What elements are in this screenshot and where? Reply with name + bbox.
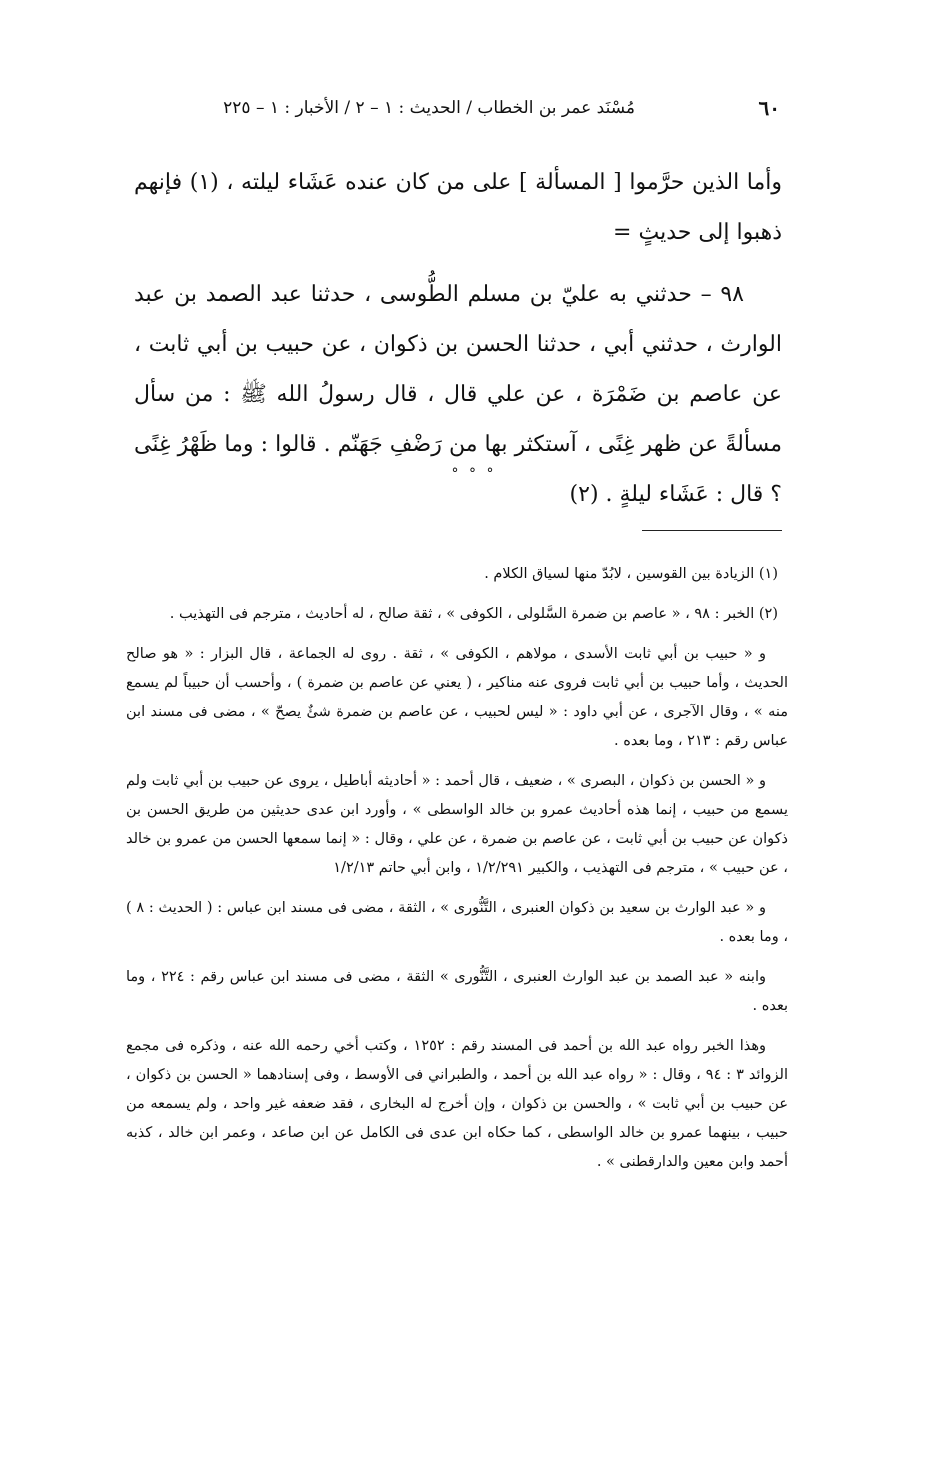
- section-separator: ° ° °: [451, 466, 497, 482]
- header-title: مُسْنَد عمر بن الخطاب / الحديث : ١ – ٢ / الأخبار : ١ – ٢٢٥: [223, 98, 635, 118]
- footnote-2-habib: و « حبيب بن أبي ثابت الأسدى ، مولاهم ، الكوفى » ، ثقة . روى له الجماعة ، قال البزار : « هو صالح الحديث ، وأما حبيب بن أبي ثابت فروى عنه مناكير ، ( يعني عن عاصم بن ضمرة ) ، وأحسب أن حبيباً لم يسمع منه » ، وقال الآجرى ، عن أبي داود : « ليس لحبيب ، عن عاصم بن ضمرة شئٌ يصحّ » ، مضى فى مسند ابن عباس رقم : ٢١٣ ، وما بعده .: [126, 646, 788, 749]
- main-paragraph-intro: وأما الذين حرَّموا [ المسألة ] على من كان عنده عَشَاء ليلته ، (١) فإنهم ذهبوا إلى حديثٍ =: [134, 170, 783, 245]
- footnote-2-abdulwarith: و « عبد الوارث بن سعيد بن ذكوان العنبرى ، التَّنُّورى » ، الثقة ، مضى فى مسند ابن عباس : ( الحديث : ٨ ) ، وما بعده .: [126, 900, 788, 945]
- footnote-2-abdussamad: وابنه « عبد الصمد بن عبد الوارث العنبرى ، التَّنُّورى » الثقة ، مضى فى مسند ابن عباس رقم : ٢٢٤ ، وما بعده .: [126, 969, 788, 1014]
- footnote-divider: [642, 530, 782, 531]
- running-head: [140, 96, 780, 126]
- footnote-1: (١) الزيادة بين القوسين ، لابُدّ منها لسياق الكلام .: [484, 566, 778, 582]
- footnotes: [126, 560, 788, 1188]
- footnote-2: (٢) الخبر : ٩٨ ، « عاصم بن ضمرة السَّلولى ، الكوفى » ، ثقة صالح ، له أحاديث ، مترجم فى التهذيب .: [169, 606, 778, 622]
- page-number: ٦٠: [758, 96, 780, 120]
- footnote-2-hasan: و « الحسن بن ذكوان ، البصرى » ، ضعيف ، قال أحمد : « أحاديثه أباطيل ، يروى عن حبيب بن أبي ثابت ولم يسمع من حبيب ، إنما هذه أحاديث عمرو بن خالد الواسطى » ، وأورد ابن عدى حديثين من طريق الحسن بن ذكوان عن حبيب بن أبي ثابت ، عن عاصم بن ضمرة ، عن علي ، وقال : « إنما سمعها الحسن من عمرو بن خالد ، عن حبيب » ، مترجم فى التهذيب ، والكبير ١/٢/٢٩١ ، وابن أبي حاتم ١/٢/١٣: [126, 773, 788, 876]
- main-paragraph-hadith-98: ٩٨ – حدثني به عليّ بن مسلم الطُّوسى ، حدثنا عبد الصمد بن عبد الوارث ، حدثني أبي ، حدثنا الحسن بن ذكوان ، عن حبيب بن أبي ثابت ، عن عاصم بن ضَمْرَة ، عن علي قال ، قال رسولُ الله ﷺ : من سأل مسألةً عن ظهر غِنًى ، آستكثر بها من رَضْفِ جَهَنّم . قالوا : وما ظَهْرُ غِنًى ؟ قال : عَشَاء ليلةٍ . (٢): [134, 282, 782, 507]
- footnote-2-sources: وهذا الخبر رواه عبد الله بن أحمد فى المسند رقم : ١٢٥٢ ، وكتب أخي رحمه الله عنه ، وذكره فى مجمع الزوائد ٣ : ٩٤ ، وقال : « رواه عبد الله بن أحمد ، والطبراني فى الأوسط ، وفى إسنادهما « الحسن بن ذكوان ، عن حبيب بن أبي ثابت » ، والحسن بن ذكوان ، وإن أخرج له البخارى ، فقد ضعفه غير واحد ، ولم يسمعه من حبيب ، بينهما عمرو بن خالد الواسطى ، كما حكاه ابن عدى فى الكامل عن ابن صاعد ، وعمر ابن خالد ، كذبه أحمد وابن معين والدارقطنى » .: [126, 1038, 789, 1170]
